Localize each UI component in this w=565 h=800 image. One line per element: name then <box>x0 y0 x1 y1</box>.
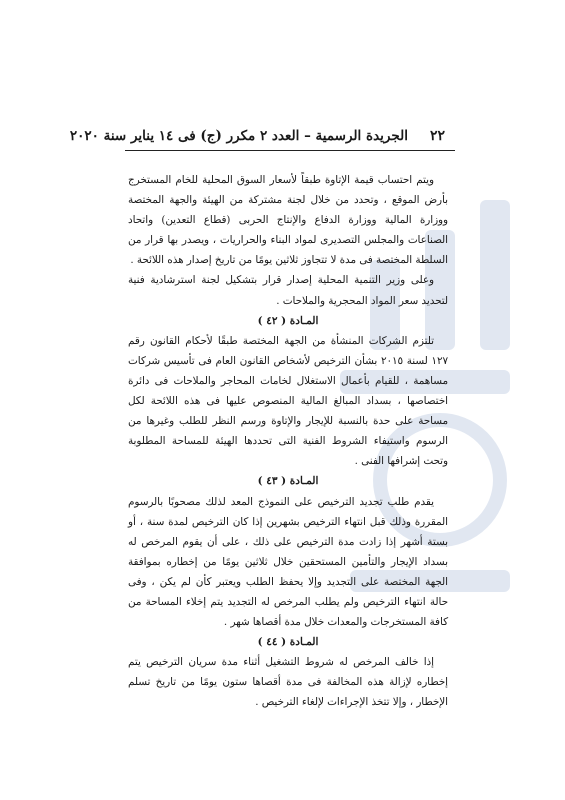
paragraph-minister-decision: وعلى وزير التنمية المحلية إصدار قرار بتشكيل لجنة استرشادية فنية لتحديد سعر المواد المحجرية والملاحات . <box>128 274 448 307</box>
header-title: الجريدة الرسمية – العدد ٢ مكرر (ج) فى ١٤ يناير سنة ٢٠٢٠ <box>69 128 408 144</box>
article-43-text: يقدم طلب تجديد الترخيص على النموذج المعد لذلك مصحوبًا بالرسوم المقررة وذلك قبل انتهاء الترخيص بشهرين إذا كان الترخيص لمدة سنة ، أو بستة أشهر إذا زادت مدة الترخيص على ذلك ، على أن يقوم المرخص له بسداد الإيجار والتأمين المستحقين خلال ثلاثين يومًا من إخطاره بموافقة الجهة المختصة على التجديد وإلا يحفظ الطلب ويعتبر كأن لم يكن ، وفى حالة انتهاء الترخيص ولم يطلب المرخص له التجديد يتم إخلاء المساحة من كافة المستخرجات والمعدات خلال مدة أقصاها شهر . <box>128 495 448 629</box>
header-divider <box>125 150 455 151</box>
article-44-heading: المـادة ( ٤٤ ) <box>257 636 319 649</box>
page-content <box>128 170 448 713</box>
page-header <box>69 128 445 144</box>
article-42-text: تلتزم الشركات المنشأة من الجهة المختصة طبقًا لأحكام القانون رقم ١٢٧ لسنة ٢٠١٥ بشأن الترخيص لأشخاص القانون العام فى تأسيس شركات مساهمة ، للقيام بأعمال الاستغلال لخامات المحاجر والملاحات فى دائرة اختصاصها ، بسداد المبالغ المالية المنصوص عليها فى هذه اللائحة لكل مساحة على حدة بالنسبة للإيجار والإتاوة ورسم النظر للطلب وغيرها من الرسوم واستيفاء الشروط الفنية التى تحددها الهيئة للمساحة المطلوبة وتحت إشرافها الفنى . <box>128 334 449 468</box>
article-42-heading: المـادة ( ٤٢ ) <box>257 314 319 327</box>
page-number: ٢٢ <box>429 128 445 144</box>
article-43-heading: المـادة ( ٤٣ ) <box>257 475 319 488</box>
paragraph-royalty-calculation: ويتم احتساب قيمة الإتاوة طبقاً لأسعار السوق المحلية للخام المستخرج بأرض الموقع ، وتحدد من خلال لجنة مشتركة من الهيئة والجهة المختصة ووزارة المالية ووزارة الدفاع والإنتاج الحربى (قطاع التعدين) واتحاد الصناعات والمجلس التصديرى لمواد البناء والحراريات ، ويصدر بها قرار من السلطة المختصة فى مدة لا تتجاوز ثلاثين يومًا من تاريخ إصدار هذه اللائحة . <box>128 174 448 267</box>
article-44-text: إذا خالف المرخص له شروط التشغيل أثناء مدة سريان الترخيص يتم إخطاره لإزالة هذه المخالفة فى مدة أقصاها ستون يومًا من تاريخ تسلم الإخطار ، وإلا تتخذ الإجراءات لإلغاء الترخيص . <box>128 656 448 709</box>
